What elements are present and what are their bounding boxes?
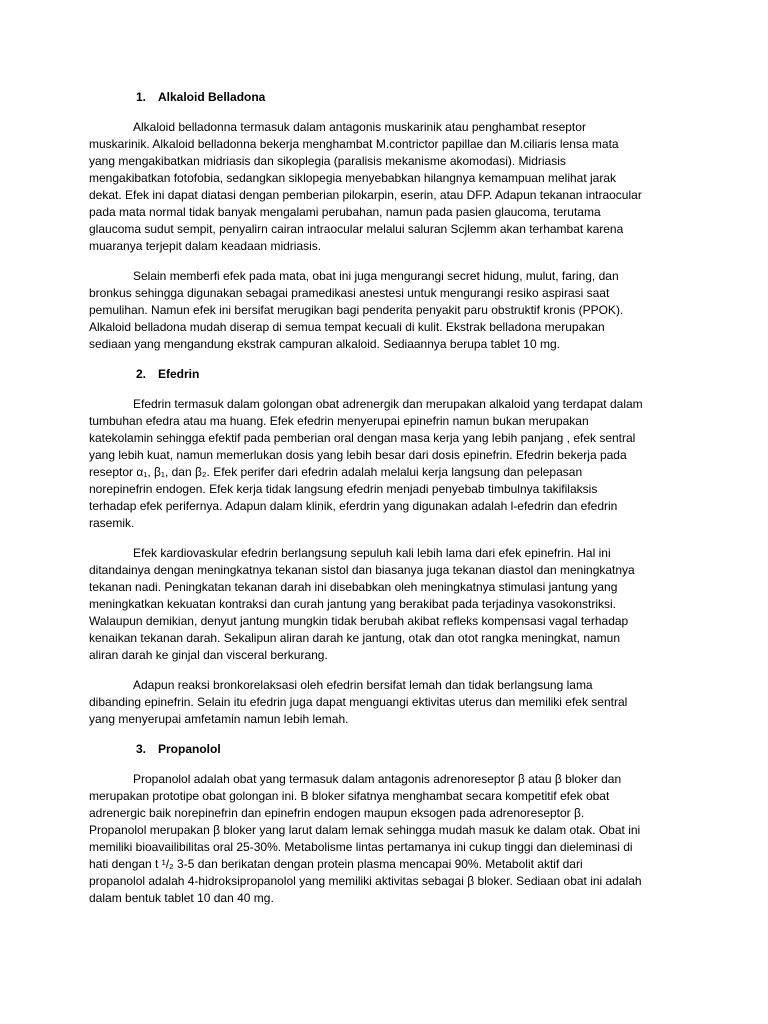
- paragraph-line: Alkaloid belladona mudah diserap di semua tempat kecuali di kulit. Ekstrak belladona merupakan: [89, 320, 605, 334]
- paragraph-line: kenaikan tekanan darah. Sekalipun aliran darah ke jantung, otak dan otot rangka meningkat, namun: [89, 631, 621, 645]
- paragraph-line: Alkaloid belladonna termasuk dalam antagonis muskarinik atau penghambat reseptor: [133, 120, 586, 134]
- paragraph-line: tumbuhan efedra atau ma huang. Efek efedrin menyerupai epinefrin namun bukan merupakan: [89, 414, 589, 428]
- paragraph-line: yang mengakibatkan midriasis dan sikoplegia (paralisis mekanisme akomodasi). Midriasis: [89, 154, 566, 168]
- paragraph-line: sediaan yang mengandung ekstrak campuran alkaloid. Sediaannya berupa tablet 10 mg.: [89, 337, 560, 351]
- paragraph-line: bronkus sehingga digunakan sebagai pramedikasi anestesi untuk mengurangi resiko aspirasi saat: [89, 286, 610, 300]
- paragraph-line: dibanding epinefrin. Selain itu efedrin juga dapat menguangi ektivitas uterus dan memiliki efek sentral: [89, 695, 628, 709]
- paragraph-line: Walaupun demikian, denyut jantung mungkin tidak berubah akibat refleks kompensasi vagal terhadap: [89, 614, 629, 628]
- body-paragraph: [89, 545, 691, 664]
- paragraph-line: hati dengan t ¹/₂ 3-5 dan berikatan dengan protein plasma mencapai 90%. Metabolit aktif dari: [89, 857, 583, 871]
- paragraph-line: tekanan nadi. Peningkatan tekanan darah ini disebabkan oleh meningkatnya stimulasi jantung yang: [89, 580, 618, 594]
- paragraph-line: katekolamin sehingga efektif pada pemberian oral dengan masa kerja yang lebih panjang , efek sentral: [89, 431, 636, 445]
- section-number: 2.: [136, 367, 147, 381]
- paragraph-line: muaranya terjepit dalam keadaan midriasis.: [89, 239, 322, 253]
- section-number: 3.: [136, 742, 147, 756]
- paragraph-line: muskarinik. Alkaloid belladonna bekerja menghambat M.contrictor papillae dan M.ciliaris lensa mata: [89, 137, 619, 151]
- paragraph-line: terhadap efek perifernya. Adapun dalam klinik, eferdrin yang digunakan adalah l-efedrin dan efedrin: [89, 499, 618, 513]
- body-paragraph: [89, 119, 691, 255]
- section-title: Propanolol: [158, 742, 221, 756]
- paragraph-line: yang lebih kuat, namun memerlukan dosis yang lebih besar dari dosis epinefrin. Efedrin bekerja pada: [89, 448, 627, 462]
- paragraph-line: ditandainya dengan meningkatnya tekanan sistol dan biasanya juga tekanan diastol dan meningkatnya: [89, 563, 635, 577]
- paragraph-line: pemulihan. Namun efek ini bersifat merugikan bagi penderita penyakit paru obstruktif kronis (PPOK).: [89, 303, 624, 317]
- body-paragraph: [89, 268, 691, 353]
- paragraph-line: Propanolol adalah obat yang termasuk dalam antagonis adrenoreseptor β atau β bloker dan: [133, 772, 622, 786]
- paragraph-line: norepinefrin endogen. Efek kerja tidak langsung efedrin menjadi penyebab timbulnya takifilaksis: [89, 482, 598, 496]
- paragraph-line: reseptor α₁, β₁, dan β₂. Efek perifer dari efedrin adalah melalui kerja langsung dan pelepasan: [89, 465, 583, 479]
- paragraph-line: Propanolol merupakan β bloker yang larut dalam lemak sehingga mudah masuk ke dalam otak. Obat ini: [89, 823, 641, 837]
- body-paragraph: [89, 677, 691, 728]
- body-paragraph: [89, 396, 691, 532]
- section-heading: [136, 366, 691, 383]
- body-paragraph: [89, 771, 691, 907]
- paragraph-line: aliran darah ke ginjal dan visceral berkurang.: [89, 648, 328, 662]
- paragraph-line: mengakibatkan fotofobia, sedangkan siklopegia menyebabkan hilangnya kemampuan melihat jarak: [89, 171, 617, 185]
- paragraph-line: pada mata normal tidak banyak mengalami perubahan, namun pada pasien glaucoma, terutama: [89, 205, 601, 219]
- paragraph-line: Efek kardiovaskular efedrin berlangsung sepuluh kali lebih lama dari efek epinefrin. Hal ini: [133, 546, 611, 560]
- paragraph-line: rasemik.: [89, 516, 135, 530]
- paragraph-line: propanolol adalah 4-hidroksipropanolol yang memiliki aktivitas sebagai β bloker. Sediaan obat ini adalah: [89, 874, 642, 888]
- paragraph-line: Selain memberfi efek pada mata, obat ini juga mengurangi secret hidung, mulut, faring, dan: [133, 269, 619, 283]
- paragraph-line: Efedrin termasuk dalam golongan obat adrenergik dan merupakan alkaloid yang terdapat dalam: [133, 397, 643, 411]
- section-title: Alkaloid Belladona: [158, 90, 266, 104]
- paragraph-line: dekat. Efek ini dapat diatasi dengan pemberian pilokarpin, eserin, atau DFP. Adapun tekanan intraocular: [89, 188, 642, 202]
- paragraph-line: Adapun reaksi bronkorelaksasi oleh efedrin bersifat lemah dan tidak berlangsung lama: [133, 678, 593, 692]
- paragraph-line: adrenergic baik norepinefrin dan epinefrin endogen maupun eksogen pada adrenoreseptor β.: [89, 806, 585, 820]
- section-heading: [136, 89, 691, 106]
- paragraph-line: memiliki bioavailibilitas oral 25-30%. Metabolisme lintas pertamanya ini cukup tinggi dan dieleminasi di: [89, 840, 633, 854]
- section-number: 1.: [136, 90, 147, 104]
- paragraph-line: glaucoma sudut sempit, penyalirn cairan intraocular melalui saluran Scjlemm akan terhambat karena: [89, 222, 624, 236]
- section-heading: [136, 741, 691, 758]
- section-title: Efedrin: [158, 367, 200, 381]
- paragraph-line: yang menyerupai amfetamin namun lebih lemah.: [89, 712, 349, 726]
- paragraph-line: dalam bentuk tablet 10 dan 40 mg.: [89, 891, 274, 905]
- paragraph-line: meningkatkan kekuatan kontraksi dan curah jantung yang berakibat pada terjadinya vasokonstriksi.: [89, 597, 616, 611]
- paragraph-line: merupakan prototipe obat golongan ini. B bloker sifatnya menghambat secara kompetitif efek obat: [89, 789, 610, 803]
